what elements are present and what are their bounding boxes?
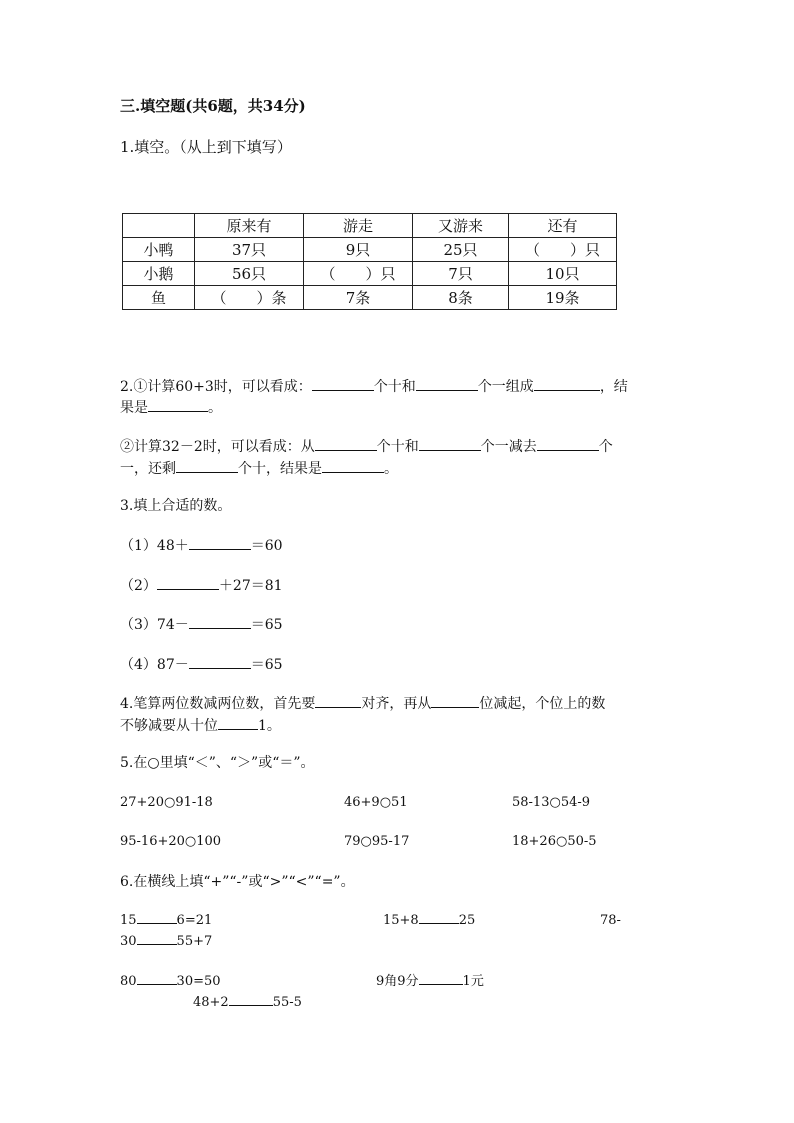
q2-text: 果是 [120, 400, 148, 416]
q1-title: 1.填空。（从上到下填写） [120, 138, 292, 156]
table-cell: 小鹅 [123, 262, 195, 286]
q4-line-1 [120, 693, 605, 714]
q3-item-2 [120, 575, 283, 596]
q6-text: 9角9分 [376, 974, 419, 989]
table-cell: 8条 [413, 286, 509, 310]
answer-blank[interactable] [416, 376, 478, 391]
answer-blank[interactable] [315, 436, 377, 451]
q6-text: 55-5 [272, 995, 302, 1010]
answer-blank[interactable] [534, 376, 600, 391]
q2-text: 个 [598, 439, 613, 455]
q2-text: ，结 [599, 379, 628, 395]
q6-text: 80 [120, 974, 137, 989]
q3-text: ＝65 [250, 657, 283, 673]
answer-blank[interactable] [419, 972, 463, 985]
answer-blank[interactable] [137, 972, 177, 985]
q6-item-6 [193, 993, 302, 1013]
q6-text: 15+8 [383, 913, 419, 928]
table-cell[interactable]: （ ）只 [509, 238, 617, 262]
q2-text: 个一减去 [480, 439, 537, 455]
q6-text: 30=50 [176, 974, 221, 989]
q6-text: 55+7 [176, 934, 213, 949]
q3-text: ＋27＝81 [218, 578, 283, 594]
section-title: 三.填空题(共6题，共34分) [120, 97, 306, 115]
q6-text: 15 [120, 913, 137, 928]
q5-title: 5.在○里填“＜”、“＞”或“＝”。 [120, 755, 315, 771]
answer-blank[interactable] [137, 932, 177, 945]
q6-item-2 [383, 911, 475, 931]
q5-item[interactable]: 18+26○50-5 [512, 834, 597, 849]
table-row [123, 238, 617, 262]
q6-item-1 [120, 911, 212, 931]
q2-line-4 [120, 458, 398, 479]
answer-blank[interactable] [315, 693, 361, 708]
table-cell: 鱼 [123, 286, 195, 310]
q3-text: （1）48＋ [120, 538, 189, 554]
table-header-cell: 还有 [509, 214, 617, 238]
table-cell: 7只 [413, 262, 509, 286]
answer-blank[interactable] [189, 535, 251, 550]
q3-text: （3）74－ [120, 617, 189, 633]
table-cell: 56只 [195, 262, 304, 286]
q3-item-3 [120, 614, 283, 635]
table-cell: 19条 [509, 286, 617, 310]
answer-blank[interactable] [189, 614, 251, 629]
q1-table [122, 213, 617, 310]
q2-text: 个十和 [373, 379, 416, 395]
answer-blank[interactable] [431, 693, 479, 708]
table-header-cell [123, 214, 195, 238]
q3-title: 3.填上合适的数。 [120, 498, 232, 514]
table-cell: 25只 [413, 238, 509, 262]
table-cell: 7条 [304, 286, 413, 310]
q4-text: 4.笔算两位数减两位数，首先要 [120, 696, 316, 712]
q3-text: （2） [120, 578, 157, 594]
answer-blank[interactable] [419, 911, 459, 924]
q3-item-4 [120, 654, 283, 675]
q2-text: 一，还剩 [120, 461, 176, 477]
answer-blank[interactable] [322, 458, 384, 473]
table-cell: 10只 [509, 262, 617, 286]
answer-blank[interactable] [537, 436, 599, 451]
q5-item[interactable]: 58-13○54-9 [512, 795, 591, 810]
q4-text: 位减起，个位上的数 [479, 696, 606, 712]
q6-title: 6.在横线上填“+”“-”或“>”“<”“=”。 [120, 874, 355, 890]
q3-item-1 [120, 535, 283, 556]
q4-text: 1。 [258, 718, 281, 734]
q6-item-3-end [120, 932, 212, 952]
q4-text: 对齐，再从 [361, 696, 432, 712]
q2-text: 个十和 [376, 439, 419, 455]
q6-item-5 [376, 972, 484, 992]
q4-text: 不够减要从十位 [120, 718, 218, 734]
q2-text: 。 [384, 461, 398, 477]
q6-text: 6=21 [176, 913, 213, 928]
q4-line-2 [120, 715, 281, 736]
q3-text: （4）87－ [120, 657, 189, 673]
answer-blank[interactable] [218, 715, 258, 730]
q2-text: 个一组成 [477, 379, 534, 395]
answer-blank[interactable] [189, 654, 251, 669]
table-header-cell: 又游来 [413, 214, 509, 238]
q3-text: ＝60 [250, 538, 283, 554]
q3-text: ＝65 [250, 617, 283, 633]
answer-blank[interactable] [148, 397, 208, 412]
table-cell: 37只 [195, 238, 304, 262]
answer-blank[interactable] [312, 376, 374, 391]
q2-text: ②计算32－2时，可以看成：从 [120, 439, 315, 455]
q2-line-1 [120, 376, 628, 397]
table-cell: 9只 [304, 238, 413, 262]
q5-item[interactable]: 27+20○91-18 [120, 795, 213, 810]
q2-text: 个十，结果是 [238, 461, 322, 477]
q6-item-3-start: 78- [600, 913, 621, 928]
q2-line-3 [120, 436, 613, 457]
q6-text: 25 [458, 913, 476, 928]
q6-text: 30 [120, 934, 137, 949]
q6-text: 1元 [462, 974, 484, 989]
q2-line-2 [120, 397, 222, 418]
table-header-row [123, 214, 617, 238]
q6-item-4 [120, 972, 221, 992]
table-header-cell: 游走 [304, 214, 413, 238]
q2-text: 。 [208, 400, 222, 416]
table-header-cell: 原来有 [195, 214, 304, 238]
answer-blank[interactable] [137, 911, 177, 924]
q5-item[interactable]: 79○95-17 [344, 834, 410, 849]
answer-blank[interactable] [419, 436, 481, 451]
answer-blank[interactable] [229, 993, 273, 1006]
table-cell[interactable]: （ ）只 [304, 262, 413, 286]
q6-text: 48+2 [193, 995, 229, 1010]
table-cell[interactable]: （ ）条 [195, 286, 304, 310]
q2-text: 2.①计算60+3时，可以看成： [120, 379, 312, 395]
table-row [123, 286, 617, 310]
answer-blank[interactable] [176, 458, 238, 473]
table-row [123, 262, 617, 286]
answer-blank[interactable] [157, 575, 219, 590]
q5-item[interactable]: 95-16+20○100 [120, 834, 222, 849]
table-cell: 小鸭 [123, 238, 195, 262]
q5-item[interactable]: 46+9○51 [344, 795, 408, 810]
